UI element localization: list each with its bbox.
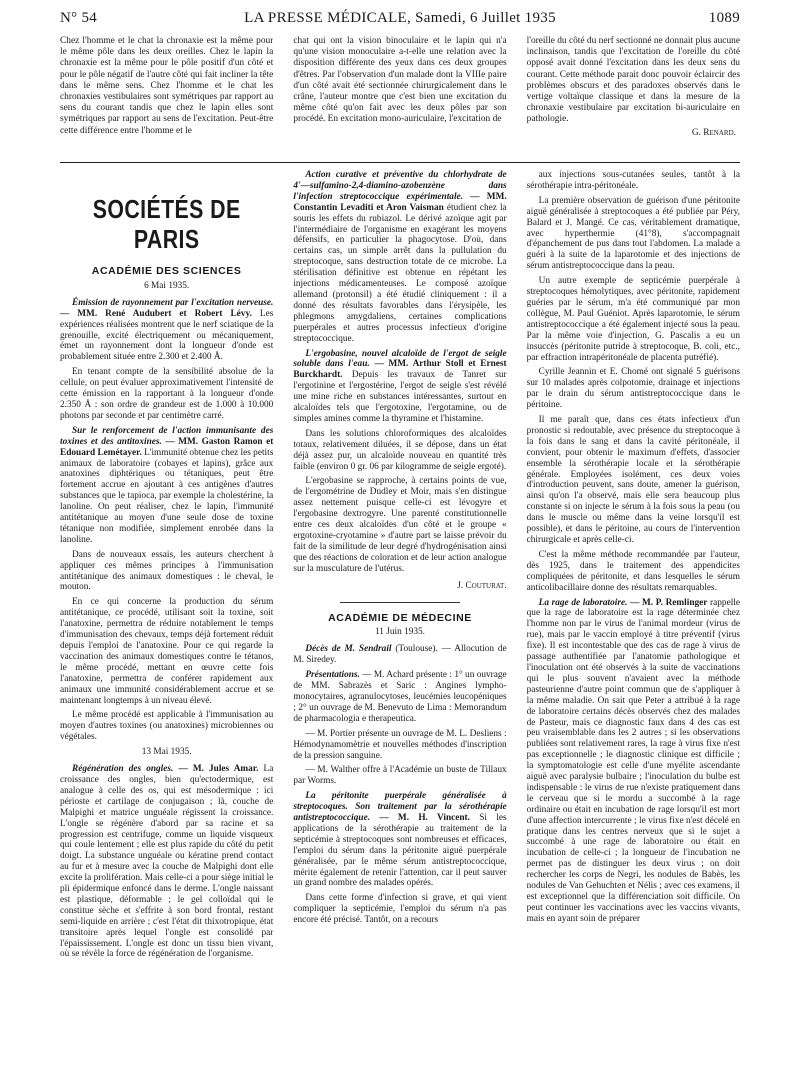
item-authors: — MM. Gaston Ramon et Edouard Lemétayer.: [60, 436, 274, 458]
item-text: Depuis les travaux de Tanret sur l'ergotinine et l'ergostérine, l'ergot de seigle s'est révélé une mine riche en substances intéressantes, surtout en alcaloïdes tels que l'ergotoxine, l'ergotamine, ou de simples amines comme la thyramine et l'histamine.: [293, 370, 507, 424]
item-title: La péritonite puerpérale généralisée à streptocoques. Son traitement par la sérothérapie antistreptococcique.: [293, 791, 507, 824]
top-column-3: [527, 36, 740, 160]
item-title: Émission de rayonnement par l'excitation nerveuse.: [72, 297, 274, 308]
item-text: (Toulouse). — Allocution de M. Siredey.: [293, 644, 507, 666]
item-immunisante-p4: Le même procédé est applicable à l'immunisation au moyen d'autres toxines (ou anatoxines) microbiennes ou végétales.: [60, 710, 274, 743]
item-authors: — MM. René Audubert et Robert Lévy.: [60, 308, 252, 319]
item-title: L'ergobasine, nouvel alcaloïde de l'ergot de seigle soluble dans l'eau.: [293, 348, 507, 370]
item-ergobasine-p3: L'ergobasine se rapproche, à certains points de vue, de l'ergométrine de Dudley et Moir, mais s'en distingue assez nettement puisque celle-ci est lévogyre et l'ergobasine dextrogyre. Une parenté constitutionnelle entre ces deux alcaloïdes d'un côté et le groupe « ergotoxine-cryotamine » d'autre part se laisse prévoir du fait de la similitude de leur degré d'hydrogénisation ainsi que des réactions de coloration et de leur action analogue sur la musculature de l'utérus.: [293, 476, 507, 574]
academy-medecine-heading: ACADÉMIE DE MÉDECINE: [328, 611, 472, 624]
item-presentations: [293, 670, 506, 725]
item-presentations-p2: — M. Portier présente un ouvrage de M. L. Desliens : Hémodynamomètrie et nouvelles méthodes d'inscription de la pression sanguine.: [293, 728, 507, 761]
item-peritonite-p2: Dans cette forme d'infection si grave, et qui vient compliquer la septicémie, l'emploi du sérum n'a pas encore été précisé. Tantôt, on a recours: [293, 893, 507, 926]
col3-p6: C'est la même méthode recommandée par l'auteur, dès 1925, dans le traitement des appendicites compliquées de péritonite, et dans lesquelles le sérum anticolibacillaire donne des résultats remarquables.: [526, 549, 740, 593]
top-column-2: [293, 36, 506, 160]
item-title: Décès de M. Sendrail: [305, 644, 392, 655]
main-column-1: [60, 170, 273, 1070]
top-col3-text: l'oreille du côté du nerf sectionné ne donnait plus aucune inclinaison, tandis que l'excitation de l'oreille du côté opposé avait donné l'excitation dans les deux sens du courant. Cette méthode parait donc pouvoir éclaircir des problèmes obscurs et des paradoxes observés dans le vertige voltaïque classique et dans la mesure de la chronaxie vestibulaire par excitation bi-auriculaire en pathologie.: [526, 36, 740, 125]
item-chlorhydrate: [293, 170, 506, 345]
issue-number: N° 54: [60, 10, 98, 26]
item-deces: [293, 644, 506, 666]
item-immunisante-p2: Dans de nouveaux essais, les auteurs cherchent à appliquer ces mêmes principes à l'immunisation antitétanique des animaux domestiques : le cheval, le mouton.: [60, 549, 274, 593]
item-text: Les expériences réalisées montrent que le nerf sciatique de la grenouille, excité électriquement ou mécaniquement, émet un rayonnement dont la longueur d'onde est probablement située entre 2.300 et 2.400 Å.: [60, 308, 274, 363]
signature-couturat: J. Couturat.: [457, 580, 507, 591]
item-rage: [527, 598, 740, 925]
top-col3-signature: G. Renard.: [691, 127, 736, 138]
item-authors: — M. H. Vincent.: [379, 813, 470, 824]
item-immunisante-p3: En ce qui concerne la production du sérum antitétanique, ce procédé, utilisant soit la toxine, soit l'anatoxine, permettra de réduire notablement le temps d'immunisation des chevaux, temps déjà fortement réduit depuis l'emploi de l'anatoxine. Pour ce qui regarde la vaccination des animaux domestiques contre le tétanos, le même procédé, mettant en œuvre cette fois l'anatoxine, permettra de conférer rapidement aux animaux une immunité considérablement accrue et se maintenant longtemps à un niveau élevé.: [60, 597, 274, 706]
academy-sciences-heading: ACADÉMIE DES SCIENCES: [91, 265, 242, 277]
top-col2-text: chat qui ont la vision binoculaire et le lapin qui n'a qu'une vision monoculaire a-t-elle une relation avec la disposition différente des yeux dans ces deux groupes d'êtres. Par l'observation d'un malade dont la VIIIe paire d'un côté avait été sectionnée chirurgicalement dans le crâne, l'auteur montre que c'est bien une excitation du même côté qu'on fait avec les deux pôles par son procédé. En excitation mono-auriculaire, l'excitation de: [293, 36, 507, 125]
item-ergobasine: [293, 349, 506, 425]
journal-title: LA PRESSE MÉDICALE, Samedi, 6 Juillet 1935: [244, 10, 556, 26]
col3-p5: Il me paraît que, dans ces états infectieux d'un pronostic si redoutable, avec présence du streptocoque à la fois dans le sang et dans la cavité péritonéale, il convient, pour obtenir le maximum d'effets, d'associer ensemble la sérothérapie locale et la sérothérapie générale. Employées isolément, ces deux voies d'introduction peuvent, sans doute, amener la guérison, ainsi qu'on l'a observé, mais elle sera beaucoup plus constante si on injecte le sérum à la fois sous la peau (ou dans le muscle ou même dans la veine lorsqu'il est possible), et dans le péritoine, au cours de l'intervention chirurgicale et après celle-ci.: [526, 415, 740, 545]
top-column-1: [60, 36, 273, 160]
item-authors: — MM. Arthur Stoll et Ernest Burckhardt.: [293, 359, 507, 381]
item-text: L'immunité obtenue chez les petits animaux de laboratoire (cobayes et lapins), grâce aux anatoxines diphtériques ou tétaniques, peut être fortement accrue en ajoutant à ces antigènes d'autres substances que le tapioca, par exemple la cholestérine, la lanoline. On peut réaliser, chez le lapin, l'immunité antitétanique au moyen d'une seule dose de toxine tétanique non modifiée, simplement enrobée dans la lanoline.: [60, 447, 274, 545]
item-rayonnement-p2: En tenant compte de la sensibilité absolue de la cellule, on peut évaluer approximativement l'intensité de cette émission en la rapportant à la longueur d'onde 2.350 Å : son ordre de grandeur est de 1.000 à 10.000 photons par seconde et par centimètre carré.: [60, 367, 274, 421]
item-title: La rage de laboratoire.: [538, 597, 628, 608]
session-date-3: 11 Juin 1935.: [374, 627, 425, 638]
divider: [340, 602, 460, 603]
item-title: Sur le renforcement de l'action immunisante des toxines et des antitoxines.: [60, 425, 274, 447]
section-title: SOCIÉTÉS DE PARIS: [92, 194, 241, 254]
item-title: Présentations.: [305, 670, 360, 681]
item-authors: — MM. Constantin Levaditi et Aron Vaisman: [293, 191, 507, 213]
session-date-1: 6 Mai 1935.: [144, 280, 190, 291]
item-presentations-p3: — M. Walther offre à l'Académie un buste de Tillaux par Worms.: [293, 765, 507, 787]
item-text: — M. Achard présente : 1° un ouvrage de MM. Sabrazès et Saric : Angines lympho-monocytaires, agranulocytoses, leucémies leucopéniques ; 2° un ouvrage de M. Benevuto de Lima : Memorandum de pharmacologia e therapeutica.: [293, 670, 507, 724]
top-continuation: [60, 36, 740, 160]
item-ongles: [60, 764, 273, 960]
item-text: La croissance des ongles, bien qu'ectodermique, est analogue à celle des os, qui est mésodermique : ici périoste et cartilage de conjugaison ; là, couche de Malpighi et matrice unguéale régissent la croissance. L'ongle se régénère d'abord par sa racine et sa progression est centrifuge, comme un liquide visqueux qui coule lentement ; elle est plus rapide du côté du petit doigt. La substance unguéale ou kératine prend contact au fur et à mesure avec la couche de Malpighi dont elle excite la prolifération. Mais celle-ci a pour siège initial le pli épidermique enfoncé dans le derme. L'ongle naissant est plastique, déformable ; le gel colloïdal qui le constitue sèche et s'effrite à son bord frontal, restant semi-liquide en arrière ; c'est l'état dit thixotropique, état transitoire après lequel l'ongle est consolidé par l'épaississement. L'ongle est donc un tissu bien vivant, où se révèle la force de régénération de l'organisme.: [60, 764, 274, 960]
main-column-2: [293, 170, 506, 1070]
item-ergobasine-p2: Dans les solutions chloroformiques des alcaloïdes totaux, relativement diluées, il se dépose, dans un état déjà assez pur, un alcaloïde nouveau en quantité très faible (environ 0 gr. 06 par kilogramme de seigle ergoté).: [293, 428, 507, 472]
page-header: [60, 8, 740, 32]
page-number: 1089: [708, 10, 740, 26]
item-text: rappelle que la rage de laboratoire est la rage déterminée chez l'homme non par le virus de l'animal mordeur (virus de rue), mais par le vaccin employé à titre préventif (virus fixe). Il est incontestable que des cas de rage à virus de passage authentifiée par l'anatomie pathologique et l'inoculation ont été observés à la suite de vaccinations qui le plus souvent n'avaient avec la méthode pasteurienne d'autre point commun que de s'appliquer à la même maladie. On sait que Peter a attribué à la rage de laboratoire certains décès observés chez des malades de Pasteur, mais ce diagnostic faux dans 4 des cas est peu vraisemblable dans les 2 autres ; si les observations publiées sont relativement rares, la rage à virus fixe n'est pas exceptionnelle ; le diagnostic clinique est difficile ; la symptomatologie est celle d'une myélite ascendante aiguë avec paralysie bulbaire ; l'inoculation du bulbe est indispensable : le virus de rue n'existe pratiquement dans le cerveau que si le mordu a succombé à la rage ordinaire ou était en incubation de rage lorsqu'il est mort d'une affection intercurrente ; le virus fixe n'est décelé en pratique dans les centres nerveux que si le sujet a succombé à une rage de laboratoire ou était en incubation de celle-ci ; la longueur de l'incubation ne permet pas de distinguer les deux virus ; on doit rechercher les corps de Negri, les nodules de Babès, les nodules de Van Gehuchten et Nélis ; avec ces examens, il est exceptionnel que la différenciation soit difficile. On peut continuer les vaccinations avec les vaccins vivants, mais en ayant soin de préparer: [526, 597, 740, 924]
session-date-2: 13 Mai 1935.: [141, 747, 192, 758]
item-text: étudient chez la souris les effets du rubiazol. Le dérivé azoïque agit par l'intermédiaire de l'organisme en exagérant les moyens défensifs, en particulier la phagocytose. D'où, dans certains cas, un simple arrêt dans la pullulation du streptocoque, sans destruction totale de ce microbe. La stérilisation définitive est obtenue en répétant les injections médicamenteuses. Le composé azoïque allemand (protonsil) a été étudié cliniquement : il a donné des résultats favorables dans l'érysipèle, les phlegmons amygdaliens, certaines complications puerpérales et autres processus infectieux d'origine streptococcique.: [293, 202, 507, 344]
item-title: Régénération des ongles.: [72, 764, 174, 775]
col3-p4: Cyrille Jeannin et E. Chomé ont signalé 5 guérisons sur 10 malades après colpotomie, drainage et injections par le drain du sérum antistreptococcique dans le péritoine.: [526, 367, 740, 411]
col3-p3: Un autre exemple de septicémie puerpérale à streptocoques hémolytiques, avec péritonite, rapidement guéries par le sérum, m'a été communiqué par mon collègue, M. Paul Guéniot. Après laparotomie, le sérum antistreptococcique a été également injecté sous la peau. Par la même voie d'injection, G. Pascalis a eu un insuccès (péritonite putride à streptocoque, B. coli, etc., par effraction intrapéritonéale de placenta putréfié).: [526, 276, 740, 363]
top-col1-text: Chez l'homme et le chat la chronaxie est la même pour le même pôle dans les deux oreilles. Chez le lapin la chronaxie est la même pour le pôle positif d'un côté et pour le pôle négatif de l'autre côté qui fait incliner la tête dans le même sens. Chez l'homme et le chat les chronaxies vestibulaires sont symétriques par rapport au sens du courant tandis que chez le lapin elles sont symétriques par rapport au sens de l'excitation. Peut-être cette différence entre l'homme et le: [60, 36, 274, 136]
main-column-3: [527, 170, 740, 1070]
societes-section: [60, 170, 740, 1070]
item-authors: — M. Jules Amar.: [178, 764, 259, 775]
section-rule: [60, 162, 740, 163]
col3-p1: aux injections sous-cutanées seules, tantôt à la sérothérapie intra-péritonéale.: [526, 170, 740, 191]
item-text: Si les applications de la sérothérapie au traitement de la septicémie à streptocoques sont nombreuses et efficaces, l'emploi du sérum dans la péritonite aiguë puerpérale généralisée, par le même sérum antistreptococcique, mérite également de retenir l'attention, car il peut sauver un grand nombre des malades opérés.: [293, 813, 507, 889]
item-peritonite: [293, 791, 506, 889]
item-rayonnement: [60, 298, 273, 363]
item-authors: — M. P. Remlinger: [630, 597, 708, 608]
item-immunisante: [60, 426, 273, 546]
col3-p2: La première observation de guérison d'une péritonite aiguë généralisée à streptocoques a été publiée par Péry, Balard et J. Mangé. Ce cas, véritablement dramatique, avec hyperthermie (41°8), s'accompagnait d'épanchement de pus dans tout l'abdomen. La malade a guéri à la suite de la laparotomie et des injections de sérum antistreptococcique dans la peau.: [526, 195, 740, 272]
item-title: Action curative et préventive du chlorhydrate de 4'—sulfamino-2,4-diamino-azobenzène dans l'infection streptococcique expérimentale.: [293, 170, 507, 202]
